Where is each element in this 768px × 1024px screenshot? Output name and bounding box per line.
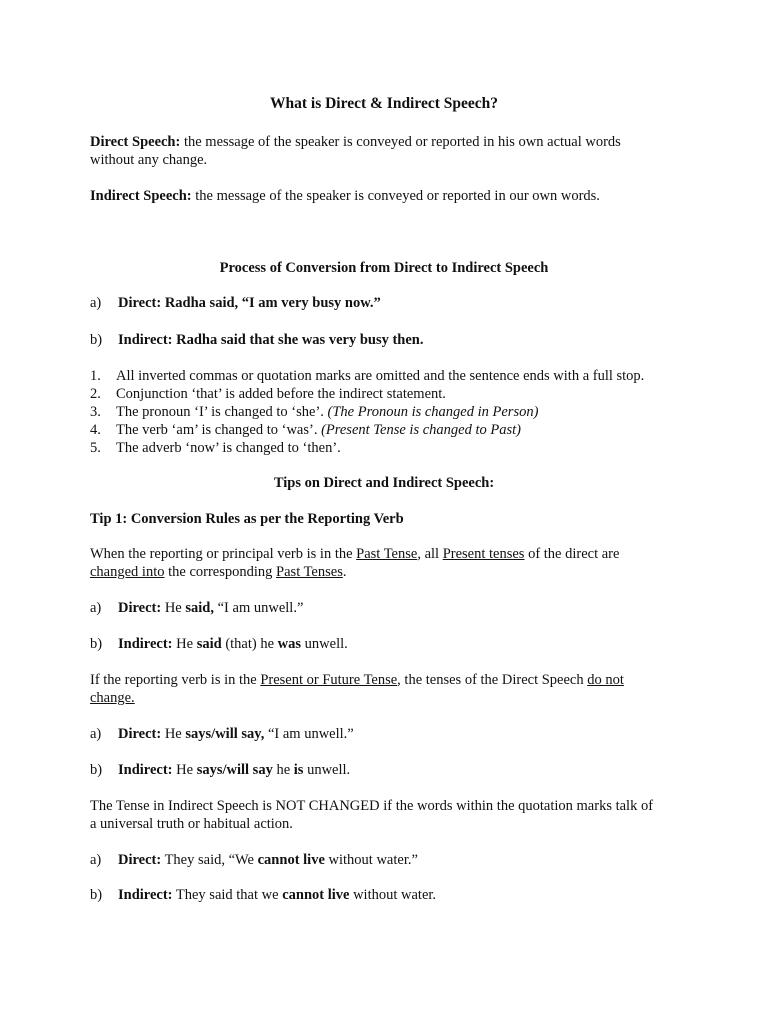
present-future-paragraph <box>90 671 660 707</box>
example-label: a) <box>90 852 102 868</box>
underlined-text: changed into <box>90 564 165 580</box>
list-note: (The Pronoun is changed in Person) <box>327 404 539 420</box>
tip1-example-direct <box>90 599 660 617</box>
list-number: 1. <box>90 368 101 384</box>
list-item <box>90 421 690 439</box>
bold-text: says/will say, <box>185 726 265 742</box>
direct-speech-definition <box>90 133 660 169</box>
indirect-speech-term: Indirect Speech: <box>90 188 192 204</box>
text-run: , the tenses of the Direct Speech <box>397 672 588 688</box>
example-label: a) <box>90 295 102 311</box>
list-text: All inverted commas or quotation marks are omitted and the sentence ends with a full stop. <box>116 368 645 384</box>
list-number: 4. <box>90 422 101 438</box>
example-term: Indirect: <box>118 887 173 903</box>
text-run: without water.” <box>324 852 418 868</box>
underlined-text: Present tenses <box>442 546 525 562</box>
bold-text: said <box>196 636 222 652</box>
example-label: b) <box>90 762 103 778</box>
indirect-speech-text: the message of the speaker is conveyed or reported in our own words. <box>191 188 600 204</box>
list-text: The verb ‘am’ is changed to ‘was’. <box>116 422 322 438</box>
indirect-speech-definition <box>90 187 660 205</box>
text-run: he <box>272 762 294 778</box>
universal-truth-paragraph: The Tense in Indirect Speech is NOT CHANGED if the words within the quotation marks talk of a universal truth or habitual action. <box>90 798 654 832</box>
list-item <box>90 367 690 385</box>
example-term: Direct: <box>118 852 162 868</box>
example-text: Direct: Radha said, “I am very busy now.” <box>118 295 381 311</box>
bold-text: cannot live <box>282 887 350 903</box>
underlined-text: Past Tenses <box>276 564 343 580</box>
text-run: They said, “We <box>161 852 258 868</box>
underlined-text: Present or Future Tense <box>260 672 398 688</box>
text-run: If the reporting verb is in the <box>90 672 261 688</box>
example-term: Direct: <box>118 600 162 616</box>
example-term: Indirect: <box>118 636 173 652</box>
text-run: without water. <box>349 887 437 903</box>
bold-text: cannot live <box>257 852 325 868</box>
list-text: The adverb ‘now’ is changed to ‘then’. <box>116 440 341 456</box>
tip1-example3-indirect <box>90 886 660 904</box>
text-run: He <box>161 726 186 742</box>
text-run: the corresponding <box>164 564 277 580</box>
text-run: , all <box>417 546 443 562</box>
text-run: . <box>342 564 347 580</box>
list-number: 5. <box>90 440 101 456</box>
process-heading: Process of Conversion from Direct to Indirect Speech <box>219 260 549 276</box>
tip1-example3-direct <box>90 851 660 869</box>
bold-text: said, <box>185 600 214 616</box>
bold-text: is <box>293 762 304 778</box>
example-term: Indirect: <box>118 762 173 778</box>
list-text: Conjunction ‘that’ is added before the indirect statement. <box>116 386 446 402</box>
direct-speech-text: the message of the speaker is conveyed or reported in his own actual words without any change. <box>90 134 621 168</box>
list-item <box>90 403 690 421</box>
list-item <box>90 439 690 457</box>
text-run: They said that we <box>172 887 283 903</box>
text-run: “I am unwell.” <box>214 600 304 616</box>
list-number: 3. <box>90 404 101 420</box>
example-text: Indirect: Radha said that she was very busy then. <box>118 332 424 348</box>
example-label: b) <box>90 332 103 348</box>
page-title: What is Direct & Indirect Speech? <box>269 95 499 112</box>
text-run: He <box>172 762 197 778</box>
tip1-heading: Tip 1: Conversion Rules as per the Reporting Verb <box>90 511 404 527</box>
example-label: a) <box>90 726 102 742</box>
tip1-example2-direct <box>90 725 660 743</box>
example-label: a) <box>90 600 102 616</box>
example-label: b) <box>90 636 103 652</box>
tip1-example2-indirect <box>90 761 660 779</box>
list-text: The pronoun ‘I’ is changed to ‘she’. <box>116 404 328 420</box>
example-label: b) <box>90 887 103 903</box>
text-run: (that) he <box>221 636 278 652</box>
example-term: Direct: <box>118 726 162 742</box>
underlined-text: Past Tense <box>356 546 418 562</box>
list-note: (Present Tense is changed to Past) <box>321 422 521 438</box>
list-number: 2. <box>90 386 101 402</box>
bold-text: was <box>277 636 302 652</box>
conversion-steps-list <box>90 367 690 457</box>
text-run: He <box>172 636 197 652</box>
direct-speech-term: Direct Speech: <box>90 134 181 150</box>
tip1-example-indirect <box>90 635 660 653</box>
tip1-paragraph <box>90 545 660 581</box>
text-run: When the reporting or principal verb is in the <box>90 546 357 562</box>
text-run: of the direct are <box>524 546 620 562</box>
underlined-text: do not change. <box>90 672 624 706</box>
text-run: unwell. <box>303 762 351 778</box>
text-run: “I am unwell.” <box>264 726 354 742</box>
text-run: He <box>161 600 186 616</box>
tips-heading: Tips on Direct and Indirect Speech: <box>273 475 495 491</box>
text-run: unwell. <box>301 636 348 652</box>
process-example-indirect <box>90 331 660 349</box>
list-item <box>90 385 690 403</box>
bold-text: says/will say <box>196 762 273 778</box>
process-example-direct <box>90 294 660 312</box>
